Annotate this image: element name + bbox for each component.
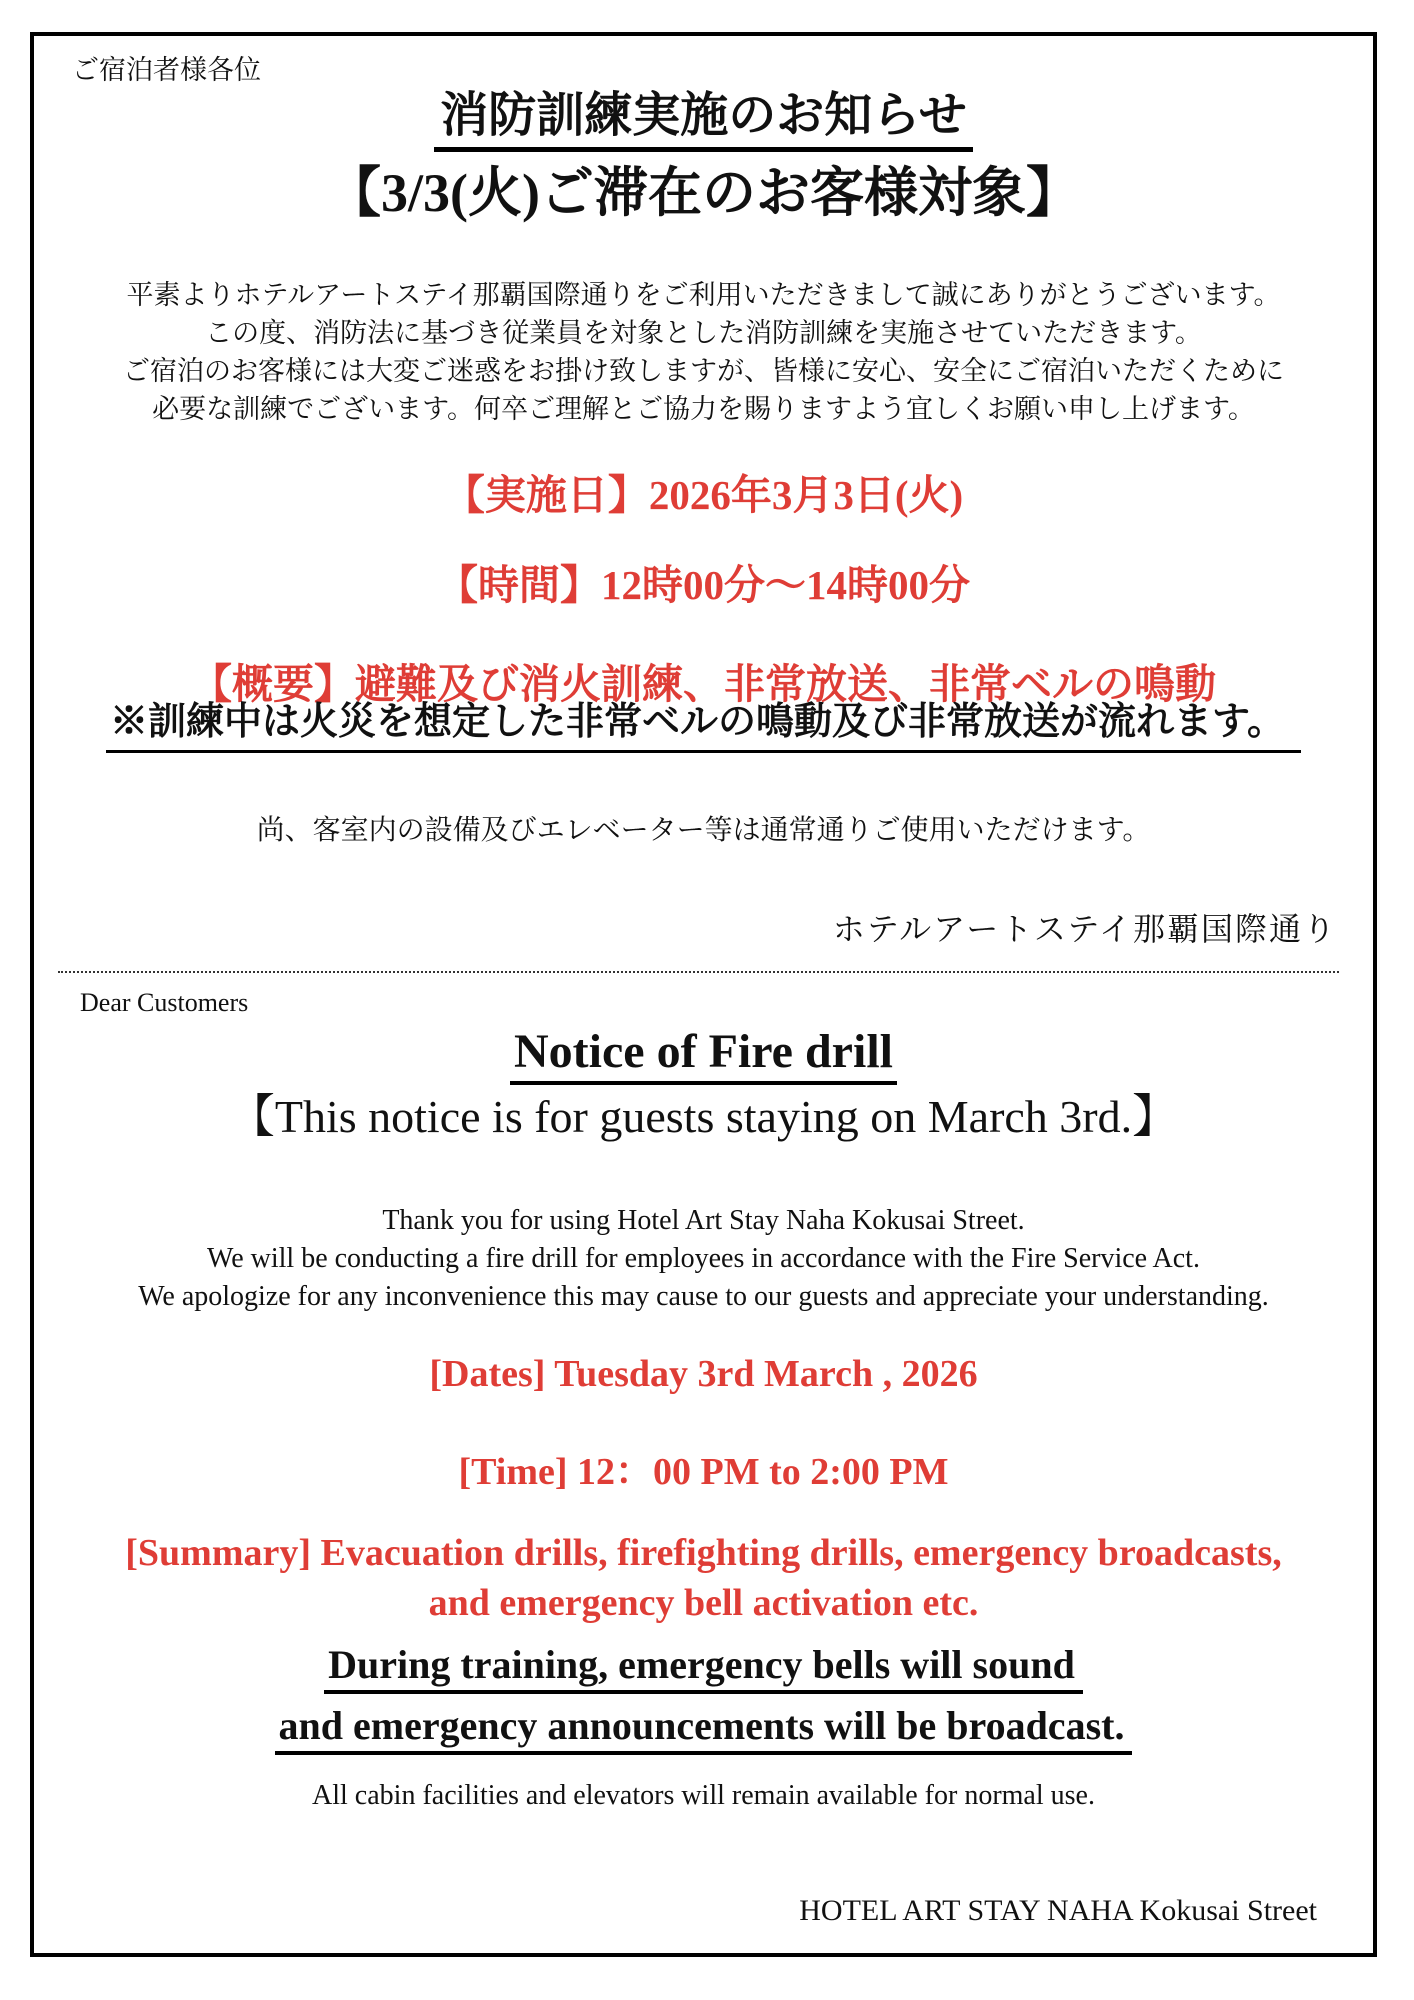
en-summary-lines — [34, 1528, 1373, 1628]
jp-title-row — [34, 90, 1373, 152]
jp-warning-row — [34, 702, 1373, 753]
en-facilities-line: All cabin facilities and elevators will remain available for normal use. — [312, 1780, 1095, 1811]
en-warning-line-1: During training, emergency bells will sound — [324, 1640, 1083, 1694]
en-body-paragraph — [34, 1202, 1373, 1316]
jp-subtitle: 【3/3(火)ご滞在のお客様対象】 — [327, 163, 1080, 223]
jp-time-line: 【時間】12時00分～14時00分 — [437, 562, 970, 608]
en-body-line-1: Thank you for using Hotel Art Stay Naha Kokusai Street. — [382, 1205, 1025, 1236]
jp-body-line-3: ご宿泊のお客様には大変ご迷惑をお掛け致しますが、皆様に安心、安全にご宿泊いただくために — [123, 356, 1284, 386]
jp-body-line-2: この度、消防法に基づき従業員を対象とした消防訓練を実施させていただきます。 — [205, 318, 1202, 348]
jp-warning-line: ※訓練中は火災を想定した非常ベルの鳴動及び非常放送が流れます。 — [106, 702, 1301, 753]
jp-salutation: ご宿泊者様各位 — [72, 55, 261, 85]
en-warning-rows — [34, 1640, 1373, 1762]
en-date-line: [Dates] Tuesday 3rd March , 2026 — [429, 1353, 978, 1395]
jp-body-line-4: 必要な訓練でございます。何卒ご理解とご協力を賜りますよう宜しくお願い申し上げます。 — [152, 394, 1255, 424]
section-divider — [58, 971, 1339, 973]
jp-title: 消防訓練実施のお知らせ — [434, 90, 973, 152]
en-warning-row-2 — [34, 1701, 1373, 1762]
en-title-row — [34, 1026, 1373, 1085]
en-hotel-signature: HOTEL ART STAY NAHA Kokusai Street — [799, 1894, 1317, 1927]
jp-hotel-signature: ホテルアートステイ那覇国際通り — [832, 911, 1337, 947]
en-body-line-2: We will be conducting a fire drill for employees in accordance with the Fire Service Act. — [207, 1243, 1200, 1274]
en-title: Notice of Fire drill — [510, 1026, 897, 1085]
en-salutation: Dear Customers — [80, 988, 249, 1017]
jp-body-paragraph — [34, 276, 1373, 428]
en-summary-line-2: and emergency bell activation etc. — [428, 1582, 979, 1624]
en-warning-line-2: and emergency announcements will be broadcast. — [275, 1701, 1133, 1755]
jp-date-line: 【実施日】2026年3月3日(火) — [443, 472, 964, 518]
jp-summary-line: 【概要】避難及び消火訓練、非常放送、非常ベルの鳴動 — [191, 661, 1216, 707]
en-subtitle: 【This notice is for guests staying on March 3rd.】 — [228, 1091, 1179, 1142]
notice-border-frame — [30, 32, 1377, 1957]
en-time-line: [Time] 12：00 PM to 2:00 PM — [458, 1451, 949, 1493]
jp-facilities-line: 尚、客室内の設備及びエレベーター等は通常通りご使用いただけます。 — [256, 815, 1151, 846]
en-warning-row-1 — [34, 1640, 1373, 1701]
en-body-line-3: We apologize for any inconvenience this may cause to our guests and appreciate your understanding. — [138, 1281, 1269, 1312]
jp-body-line-1: 平素よりホテルアートステイ那覇国際通りをご利用いただきまして誠にありがとうございます。 — [126, 280, 1281, 310]
en-summary-line-1: [Summary] Evacuation drills, firefighting drills, emergency broadcasts, — [125, 1532, 1282, 1574]
